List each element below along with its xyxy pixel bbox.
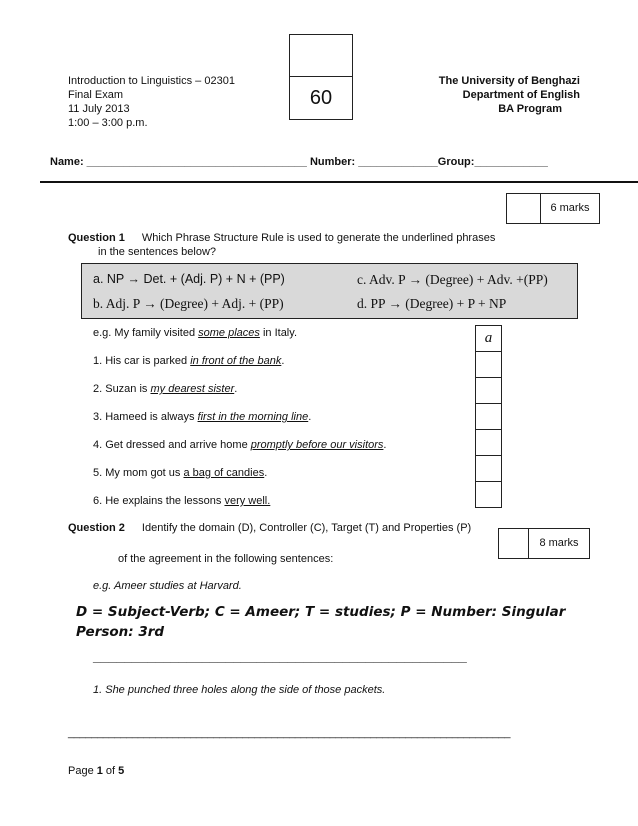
q1-marks: 6 marks [540,193,600,224]
q1-example [93,326,297,340]
answer-cell-2[interactable] [475,377,502,404]
q1-score-cell [506,193,541,224]
answer-cell-3[interactable] [475,403,502,430]
rule-d: d. PP → (Degree) + P + NP [357,296,507,311]
course-title: Introduction to Linguistics – 02301 [68,75,235,87]
rule-a: a. NP → Det. + (Adj. P) + N + (PP) [93,272,285,286]
program-name: BA Program [498,103,562,115]
institution-info [380,74,580,116]
q1-item-2 [93,382,237,396]
answer-cell-6[interactable] [475,481,502,508]
footer-of-label: of [102,765,119,777]
q1-item-5-end: . [264,467,268,479]
q1-example-end: in Italy. [259,327,297,339]
score-box-top [289,34,353,77]
q1-item-3-phrase: first in the morning line [197,411,309,423]
q2-prompt [68,521,471,535]
q1-item-1-text: 1. His car is parked [93,355,191,367]
q1-item-6-text: 6. He explains the lessons [93,495,225,507]
q2-answer-line: ________________________________________________ [93,648,467,664]
q1-item-4-end: . [383,439,387,451]
q1-item-4-text: 4. Get dressed and arrive home [93,439,251,451]
q1-item-2-phrase: my dearest sister [150,383,235,395]
q1-item-4-phrase: promptly before our visitors [250,439,384,451]
q2-example: e.g. Ameer studies at Harvard. [93,580,242,592]
footer-page-label: Page [68,765,97,777]
q2-label: Question 2 [68,522,125,534]
q1-item-6 [93,494,270,508]
page-footer [68,764,124,778]
rule-c: c. Adv. P → (Degree) + Adv. +(PP) [357,272,548,287]
q2-item-1: 1. She punched three holes along the side of those packets. [93,684,386,696]
q1-label: Question 1 [68,232,125,244]
total-score: 60 [289,76,353,120]
answer-cell-4[interactable] [475,429,502,456]
exam-date: 11 July 2013 [68,103,130,115]
q2-marks: 8 marks [528,528,590,559]
q1-item-6-phrase: very well. [224,495,271,507]
q1-text-cont: in the sentences below? [98,246,217,258]
q2-item-1-blank[interactable]: ____________________________________________________________________________ [68,727,511,739]
q1-text: Which Phrase Structure Rule is used to generate the underlined phrases [141,232,496,244]
student-info-line: Name: ____________________________________ Number: _____________Group:____________ [50,156,548,168]
rules-box [81,263,578,319]
answer-cell-5[interactable] [475,455,502,482]
exam-time: 1:00 – 3:00 p.m. [68,117,148,129]
q2-score-cell [498,528,529,559]
q1-item-1 [93,354,284,368]
q1-item-3-end: . [308,411,312,423]
q1-item-4 [93,438,386,452]
q1-example-text: e.g. My family visited [93,327,199,339]
answer-cell-1[interactable] [475,351,502,378]
q1-item-2-text: 2. Suzan is [93,383,151,395]
q2-example-answer: D = Subject-Verb; C = Ameer; T = studies; P = Number: Singular [76,604,566,620]
q1-item-1-end: . [281,355,285,367]
q1-example-phrase: some places [198,327,260,339]
rule-b: b. Adj. P → (Degree) + Adj. + (PP) [93,296,284,311]
department-name: Department of English [462,89,580,101]
q1-item-5-phrase: a bag of candies [183,467,265,479]
answer-header: a [475,325,502,352]
q2-text: Identify the domain (D), Controller (C), Target (T) and Properties (P) [141,522,472,534]
q1-item-5-text: 5. My mom got us [93,467,184,479]
q1-item-3-text: 3. Hameed is always [93,411,198,423]
q1-item-3 [93,410,311,424]
q1-item-2-end: . [234,383,238,395]
q2-example-answer-cont: Person: 3rd [76,624,165,640]
q1-item-5 [93,466,267,480]
course-info [68,74,298,130]
header-divider [40,181,638,183]
university-name: The University of Benghazi [438,75,580,87]
q1-item-1-phrase: in front of the bank [190,355,282,367]
total-pages: 5 [118,765,125,777]
q1-prompt [68,231,495,245]
exam-type: Final Exam [68,89,124,101]
current-page: 1 [96,765,103,777]
q2-text-cont: of the agreement in the following sentences: [118,553,334,565]
